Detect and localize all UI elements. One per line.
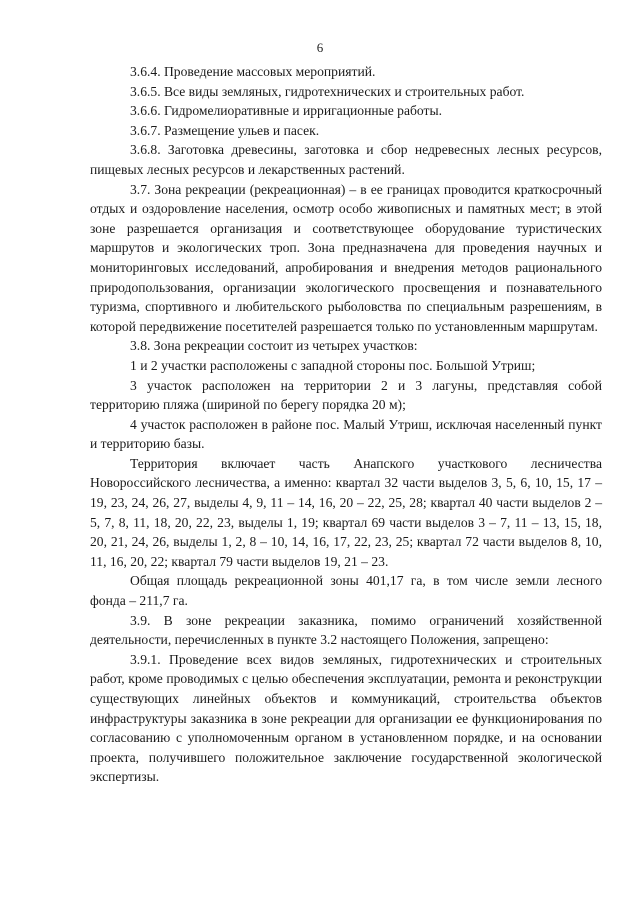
- paragraph-3-8: 3.8. Зона рекреации состоит из четырех участков:: [130, 338, 418, 354]
- paragraph-territory: Территория включает часть Анапского участкового лесничества Новороссийского лесничества, а именно: квартал 32 части выделов 3, 5, 6, 10, 15, 17 – 19, 23, 24, 26, 27, выделы 4, 9, 11 – 14, 16, 20 – 22, 25, 28; квартал 40 части выделов 2 – 5, 7, 8, 11, 18, 20, 22, 23, выделы 1, 19; квартал 69 части выделов 3 – 7, 11 – 13, 15, 18, 20, 21, 24, 26, выделы 1, 2, 8 – 10, 14, 16, 17, 22, 23, 25; квартал 72 части выделов 8, 10, 11, 16, 20, 22; квартал 79 части выделов 19, 21 – 23.: [90, 455, 602, 569]
- paragraph-3-7: 3.7. Зона рекреации (рекреационная) – в ее границах проводится краткосрочный отдых и оздоровление населения, осмотр особо живописных и памятных мест; в этой зоне разрешается организация и соответствующее оборудование туристических маршрутов и экологических троп. Зона предназначена для проведения научных и мониторинговых исследований, апробирования и внедрения методов рационального природопользования, организации экологического просвещения и познавательного туризма, спортивного и любительского рыболовства по специальным разрешениям, в которой передвижение посетителей разрешается только по установленным маршрутам.: [90, 181, 602, 334]
- paragraph-total-area: Общая площадь рекреационной зоны 401,17 га, в том числе земли лесного фонда – 211,7 га.: [90, 573, 602, 609]
- page-number: 6: [316, 40, 324, 55]
- paragraph-3-6-8: 3.6.8. Заготовка древесины, заготовка и сбор недревесных лесных ресурсов, пищевых лесных ресурсов и лекарственных растений.: [90, 142, 602, 177]
- paragraph-3-6-6: 3.6.6. Гидромелиоративные и ирригационные работы.: [130, 103, 443, 119]
- paragraph-sites-1-2: 1 и 2 участки расположены с западной стороны пос. Большой Утриш;: [130, 357, 536, 373]
- paragraph-3-6-5: 3.6.5. Все виды земляных, гидротехнических и строительных работ.: [130, 83, 525, 99]
- paragraph-site-3: 3 участок расположен на территории 2 и 3 лагуны, представляя собой территорию пляжа (шириной по берегу порядка 20 м);: [90, 377, 602, 413]
- paragraph-3-6-7: 3.6.7. Размещение ульев и пасек.: [130, 122, 320, 138]
- document-body: [90, 62, 602, 787]
- paragraph-3-9-1: 3.9.1. Проведение всех видов земляных, гидротехнических и строительных работ, кроме проводимых с целью обеспечения эксплуатации, ремонта и реконструкции существующих линейных объектов и коммуникаций, строительства объектов инфраструктуры заказника в зоне рекреации для организации ее функционирования по согласованию с уполномоченным органом в установленном порядке, и на основании проекта, получившего положительное заключение государственной экологической экспертизы.: [90, 651, 602, 785]
- paragraph-3-9: 3.9. В зоне рекреации заказника, помимо ограничений хозяйственной деятельности, перечисленных в пункте 3.2 настоящего Положения, запрещено:: [90, 612, 602, 648]
- paragraph-site-4: 4 участок расположен в районе пос. Малый Утриш, исключая населенный пункт и территорию базы.: [90, 416, 602, 452]
- paragraph-3-6-4: 3.6.4. Проведение массовых мероприятий.: [130, 64, 376, 79]
